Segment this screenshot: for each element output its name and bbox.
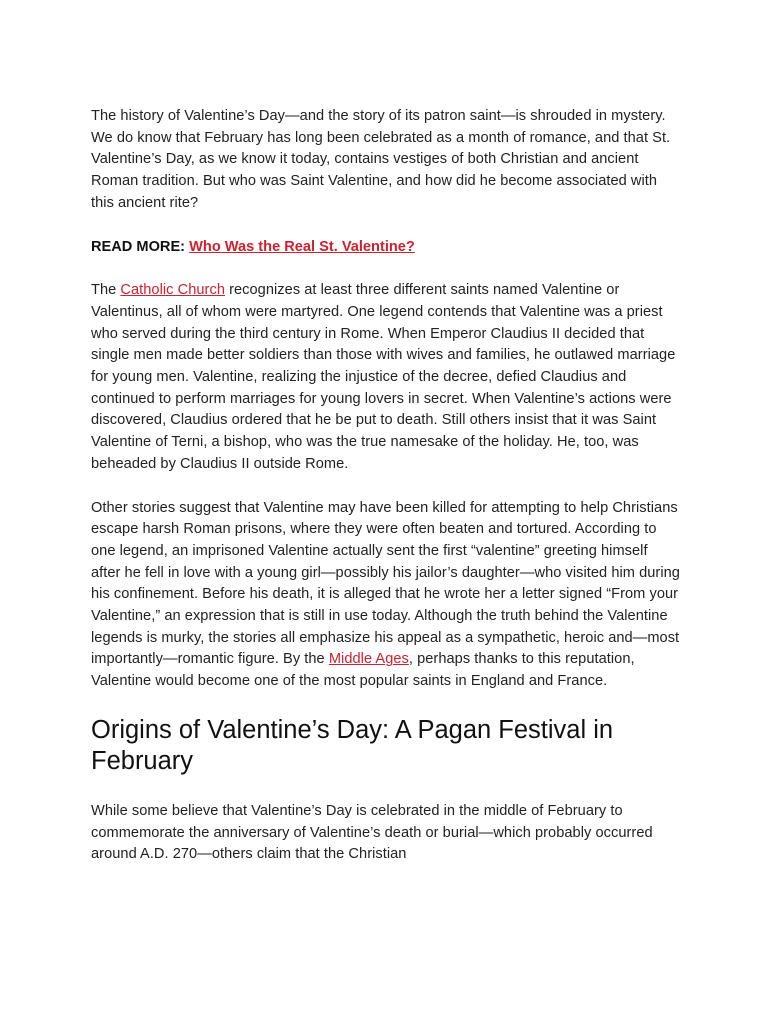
paragraph-saints-text-before: The [91, 282, 121, 299]
paragraph-saints-text-after: recognizes at least three different saints named Valentine or Valentinus, all of whom were martyred. One legend contends that Valentine was a priest who served during the third century in Rome. When Emperor Claudius II decided that single men made better soldiers than those with wives and families, he outlawed marriage for young men. Valentine, realizing the injustice of the decree, defied Claudius and continued to perform marriages for young lovers in secret. When Valentine’s actions were discovered, Claudius ordered that he be put to death. Still others insist that it was Saint Valentine of Terni, a bishop, who was the true namesake of the holiday. He, too, was beheaded by Claudius II outside Rome. [91, 282, 676, 472]
paragraph-other-stories-text-after: , perhaps thanks to this reputation, Valentine would become one of the most popular saints in England and France. [91, 651, 635, 690]
section-heading: Origins of Valentine’s Day: A Pagan Festival in February [91, 715, 614, 775]
paragraph-other-stories [91, 498, 681, 693]
catholic-church-link[interactable]: Catholic Church [120, 282, 225, 299]
read-more-label: READ MORE: [91, 238, 186, 255]
paragraph-origins: While some believe that Valentine’s Day is celebrated in the middle of February to commemorate the anniversary of Valentine’s death or burial—which probably occurred around A.D. 270—others claim that the Christian [91, 802, 653, 863]
paragraph-intro: The history of Valentine’s Day—and the story of its patron saint—is shrouded in mystery. We do know that February has long been celebrated as a month of romance, and that St. Valentine’s Day, as we know it today, contains vestiges of both Christian and ancient Roman tradition. But who was Saint Valentine, and how did he become associated with this ancient rite? [91, 108, 671, 211]
article-body [91, 106, 681, 888]
read-more-link[interactable]: Who Was the Real St. Valentine? [189, 238, 415, 255]
middle-ages-link[interactable]: Middle Ages [328, 651, 409, 668]
paragraph-other-stories-text-before: Other stories suggest that Valentine may have been killed for attempting to help Christians escape harsh Roman prisons, where they were often beaten and tortured. According to one legend, an imprisoned Valentine actually sent the first “valentine” greeting himself after he fell in love with a young girl—possibly his jailor’s daughter—who visited him during his confinement. Before his death, it is alleged that he wrote her a letter signed “From your Valentine,” an expression that is still in use today. Although the truth behind the Valentine legends is murky, the stories all emphasize his appeal as a sympathetic, heroic and—most importantly—romantic figure. By the [91, 499, 680, 668]
paragraph-saints [91, 280, 681, 475]
read-more [91, 237, 681, 259]
